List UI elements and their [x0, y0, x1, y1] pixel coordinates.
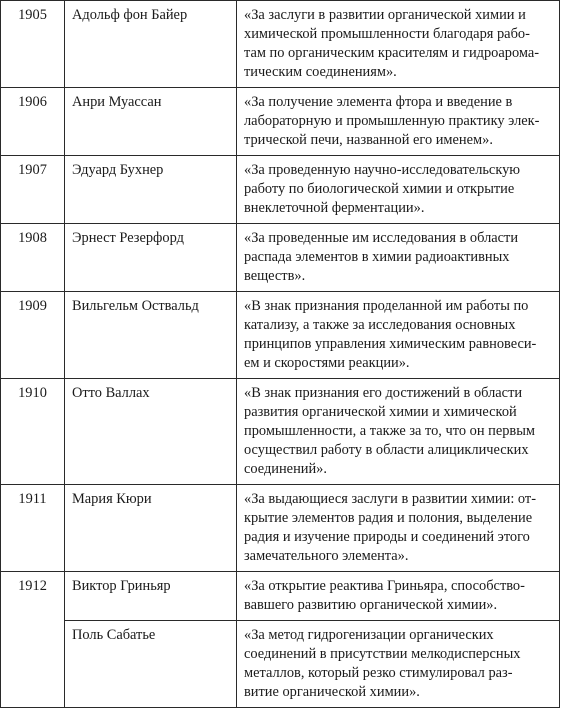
- laureate-name: Отто Валлах: [65, 379, 237, 485]
- citation-line: соединений».: [244, 461, 327, 477]
- citation-line: тическим соединениям».: [244, 64, 397, 80]
- laureate-name: Вильгельм Оствальд: [65, 292, 237, 379]
- prize-citation: [237, 292, 560, 379]
- laureate-name: Эрнест Резерфорд: [65, 224, 237, 292]
- table-row: [1, 156, 560, 224]
- citation-line: вавшего развитию органической химии».: [244, 597, 498, 613]
- year-cell: 1912: [1, 572, 65, 708]
- laureate-name: Эдуард Бухнер: [65, 156, 237, 224]
- citation-line: «В знак признания проделанной им работы по: [244, 298, 529, 314]
- citation-line: развития органической химии и химической: [244, 404, 517, 420]
- citation-line: радия и изучение природы и соединений этого: [244, 529, 530, 545]
- citation-line: принципов управления химическим равновеси-: [244, 336, 537, 352]
- table-row: [1, 292, 560, 379]
- citation-line: «За проведенные им исследования в области: [244, 230, 519, 246]
- year-cell: 1909: [1, 292, 65, 379]
- citation-line: витие органической химии».: [244, 684, 420, 700]
- citation-line: лабораторную и промышленную практику элек-: [244, 113, 540, 129]
- laureate-name: Виктор Гриньяр: [65, 572, 237, 621]
- citation-line: «За открытие реактива Гриньяра, способство-: [244, 578, 525, 594]
- citation-line: замечательного элемента».: [244, 548, 409, 564]
- prize-citation: [237, 88, 560, 156]
- citation-line: соединений в присутствии мелкодисперсных: [244, 646, 521, 662]
- prize-citation: [237, 379, 560, 485]
- year-cell: 1907: [1, 156, 65, 224]
- laureate-name: Поль Сабатье: [65, 621, 237, 708]
- citation-line: «За метод гидрогенизации органических: [244, 627, 494, 643]
- prize-citation: [237, 156, 560, 224]
- year-cell: 1908: [1, 224, 65, 292]
- citation-line: работу по биологической химии и открытие: [244, 181, 515, 197]
- prize-citation: [237, 485, 560, 572]
- citation-line: «За получение элемента фтора и введение в: [244, 94, 513, 110]
- table-row: [1, 224, 560, 292]
- year-cell: 1911: [1, 485, 65, 572]
- table-row: [1, 379, 560, 485]
- prize-citation: [237, 224, 560, 292]
- citation-line: внеклеточной ферментации».: [244, 200, 425, 216]
- prize-citation: [237, 572, 560, 621]
- year-cell: 1910: [1, 379, 65, 485]
- citation-line: «За выдающиеся заслуги в развитии химии: от-: [244, 491, 537, 507]
- citation-line: промышленности, а также за то, что он первым: [244, 423, 535, 439]
- laureate-name: Мария Кюри: [65, 485, 237, 572]
- laureate-name: Адольф фон Байер: [65, 1, 237, 88]
- table-row: [1, 572, 560, 621]
- year-cell: 1905: [1, 1, 65, 88]
- table-row: [1, 88, 560, 156]
- citation-line: крытие элементов радия и полония, выделение: [244, 510, 533, 526]
- citation-line: распада элементов в химии радиоактивных: [244, 249, 510, 265]
- prize-citation: [237, 621, 560, 708]
- year-cell: 1906: [1, 88, 65, 156]
- citation-line: осуществил работу в области алициклических: [244, 442, 529, 458]
- citation-line: «За проведенную научно-исследовательскую: [244, 162, 521, 178]
- citation-line: веществ».: [244, 268, 306, 284]
- prize-citation: [237, 1, 560, 88]
- citation-line: «В знак признания его достижений в области: [244, 385, 523, 401]
- citation-line: катализу, а также за исследования основных: [244, 317, 516, 333]
- table-row: [1, 1, 560, 88]
- citation-line: металлов, который резко стимулировал раз-: [244, 665, 513, 681]
- citation-line: «За заслуги в развитии органической химии и: [244, 7, 526, 23]
- citation-line: химической промышленности благодаря рабо-: [244, 26, 530, 42]
- citation-line: ем и скоростями реакции».: [244, 355, 410, 371]
- table-row: [1, 485, 560, 572]
- citation-line: трической печи, названной его именем».: [244, 132, 493, 148]
- table-row: [1, 621, 560, 708]
- laureate-name: Анри Муассан: [65, 88, 237, 156]
- citation-line: там по органическим красителям и гидроарома-: [244, 45, 540, 61]
